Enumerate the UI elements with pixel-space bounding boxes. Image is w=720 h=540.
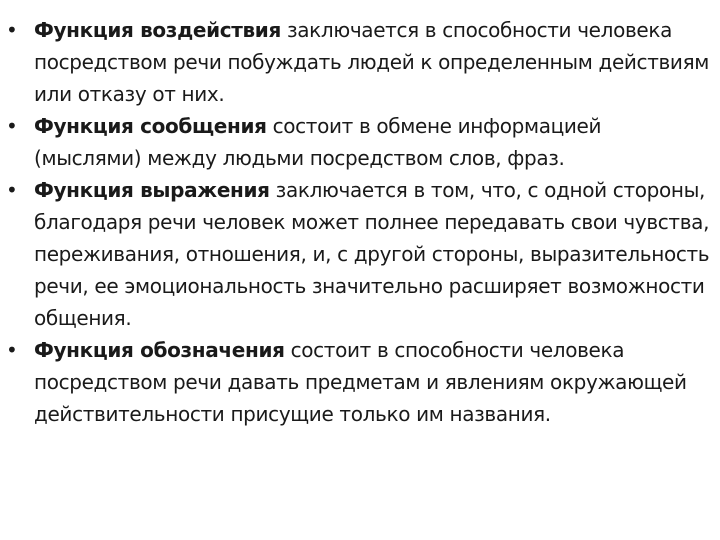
bullet-item-designation <box>0 334 714 430</box>
bullet-term: Функция воздействия <box>34 18 281 42</box>
bullet-text: состоит в обмене информацией (мыслями) между людьми посредством слов, фраз. <box>34 114 602 170</box>
bullet-term: Функция сообщения <box>34 114 267 138</box>
bullet-item-influence <box>0 14 714 110</box>
bullet-text: состоит в способности человека посредством речи давать предметам и явлениям окружающей действительности присущие только им названия. <box>34 338 687 426</box>
bullet-term: Функция обозначения <box>34 338 285 362</box>
bullet-dot: • <box>6 18 18 42</box>
bullet-list <box>0 14 714 430</box>
bullet-text: заключается в том, что, с одной стороны, благодаря речи человек может полнее передавать свои чувства, переживания, отношения, и, с другой стороны, выразительность речи, ее эмоциональность значительно расширяет возможности общения. <box>34 178 710 330</box>
bullet-term: Функция выражения <box>34 178 270 202</box>
bullet-dot: • <box>6 338 18 362</box>
bullet-item-message <box>0 110 714 174</box>
bullet-text: заключается в способности человека посредством речи побуждать людей к определенным действиям или отказу от них. <box>34 18 710 106</box>
bullet-dot: • <box>6 178 18 202</box>
bullet-dot: • <box>6 114 18 138</box>
bullet-item-expression <box>0 174 714 334</box>
